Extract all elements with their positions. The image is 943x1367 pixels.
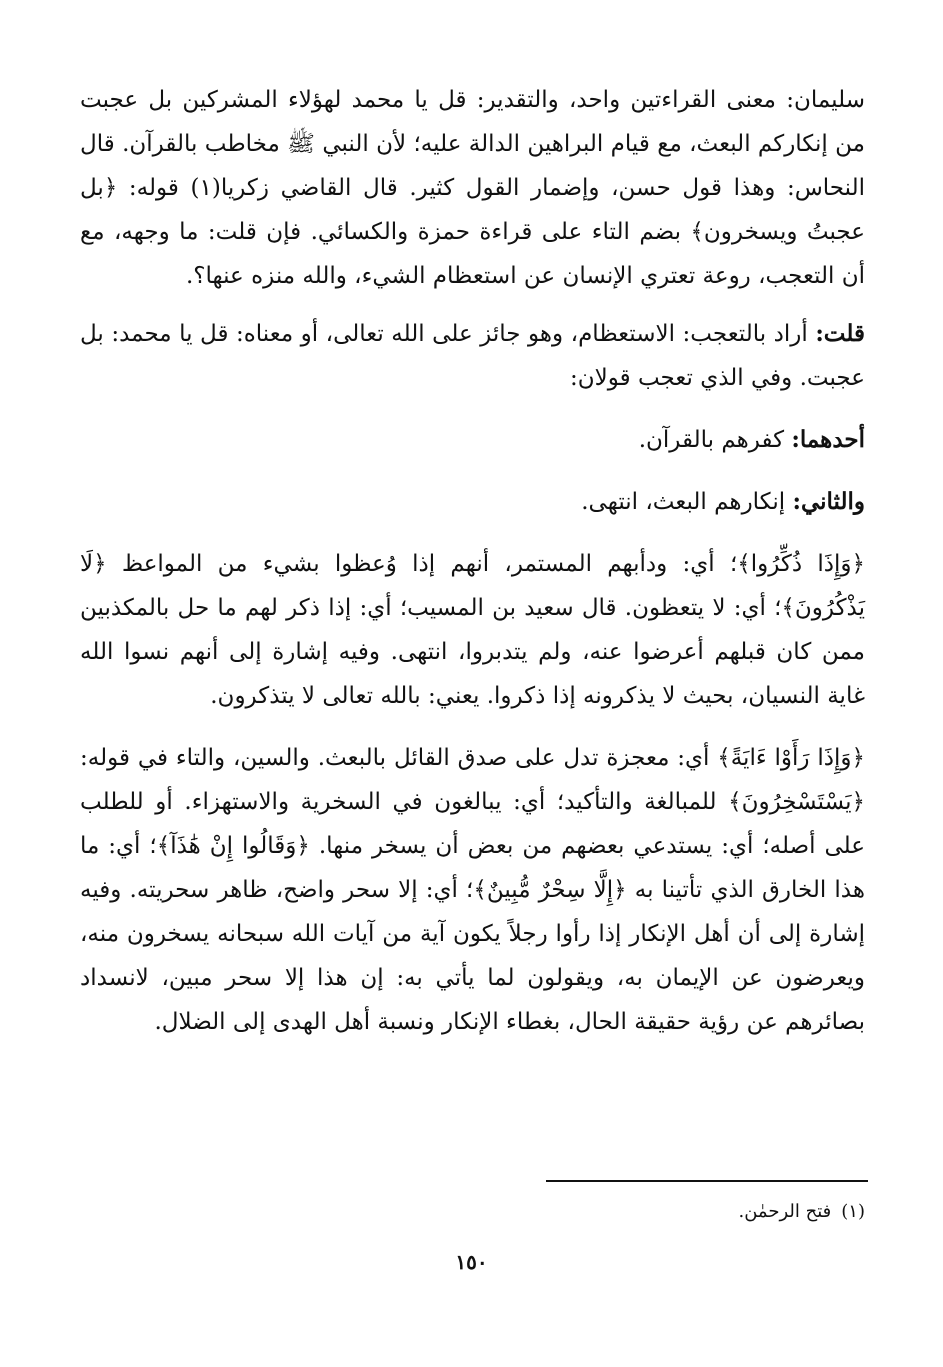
paragraph-2-lead: قلت:	[815, 320, 865, 347]
paragraph-1	[80, 78, 865, 298]
paragraph-4	[80, 480, 865, 524]
page-number: ١٥٠	[455, 1250, 488, 1274]
paragraph-3	[80, 418, 865, 462]
paragraph-3-lead: أحدهما:	[791, 426, 865, 453]
paragraph-4-text: إنكارهم البعث، انتهى.	[581, 489, 793, 515]
footnote	[739, 1198, 866, 1226]
footnote-text: فتح الرحمٰن.	[738, 1201, 832, 1222]
paragraph-6	[80, 736, 865, 1044]
paragraph-5	[80, 542, 865, 718]
paragraph-2-text: أراد بالتعجب: الاستعظام، وهو جائز على الله تعالى، أو معناه: قل يا محمد: بل عجبت. وفي الذي تعجب قولان:	[80, 321, 865, 391]
paragraph-2	[80, 312, 865, 400]
paragraph-3-text: كفرهم بالقرآن.	[638, 427, 792, 453]
paragraph-5-text: ﴿وَإِذَا ذُكِّرُوا﴾؛ أي: ودأبهم المستمر، أنهم إذا وُعظوا بشيء من المواعظ ﴿لَا يَذْكُرُونَ﴾؛ أي: لا يتعظون. قال سعيد بن المسيب؛ أي: إذا ذكر لهم ما حل بالمكذبين ممن كان قبلهم أعرضوا عنه، ولم يتدبروا، انتهى. وفيه إشارة إلى أنهم نسوا الله غاية النسيان، بحيث لا يذكرونه إذا ذكروا. يعني: بالله تعالى لا يتذكرون.	[80, 551, 865, 709]
paragraph-1-text: سليمان: معنى القراءتين واحد، والتقدير: قل يا محمد لهؤلاء المشركين بل عجبت من إنكاركم البعث، مع قيام البراهين الدالة عليه؛ لأن النبي ﷺ مخاطب بالقرآن. قال النحاس: وهذا قول حسن، وإضمار القول كثير. قال القاضي زكريا(١) قوله: ﴿بل عجبتُ ويسخرون﴾ بضم التاء على قراءة حمزة والكسائي. فإن قلت: ما وجهه، مع أن التعجب، روعة تعتري الإنسان عن استعظام الشيء، والله منزه عنها؟.	[80, 87, 865, 289]
footnote-divider	[546, 1180, 868, 1182]
paragraph-4-lead: والثاني:	[792, 488, 865, 515]
page-body	[80, 78, 865, 1062]
footnote-number: (١)	[841, 1201, 865, 1222]
paragraph-6-text: ﴿وَإِذَا رَأَوْا ءَايَةً﴾ أي: معجزة تدل على صدق القائل بالبعث. والسين، والتاء في قوله: ﴿يَسْتَسْخِرُونَ﴾ للمبالغة والتأكيد؛ أي: يبالغون في السخرية والاستهزاء. أو للطلب على أصله؛ أي: يستدعي بعضهم من بعض أن يسخر منها. ﴿وَقَالُوا إِنْ هَٰذَآ﴾؛ أي: ما هذا الخارق الذي تأتينا به ﴿إِلَّا سِحْرٌ مُّبِينٌ﴾؛ أي: إلا سحر واضح، ظاهر سحريته. وفيه إشارة إلى أن أهل الإنكار إذا رأوا رجلاً يكون آية من آيات الله سبحانه يسخرون منه، ويعرضون عن الإيمان به، ويقولون لما يأتي به: إن هذا إلا سحر مبين، لانسداد بصائرهم عن رؤية حقيقة الحال، بغطاء الإنكار ونسبة أهل الهدى إلى الضلال.	[80, 745, 865, 1035]
